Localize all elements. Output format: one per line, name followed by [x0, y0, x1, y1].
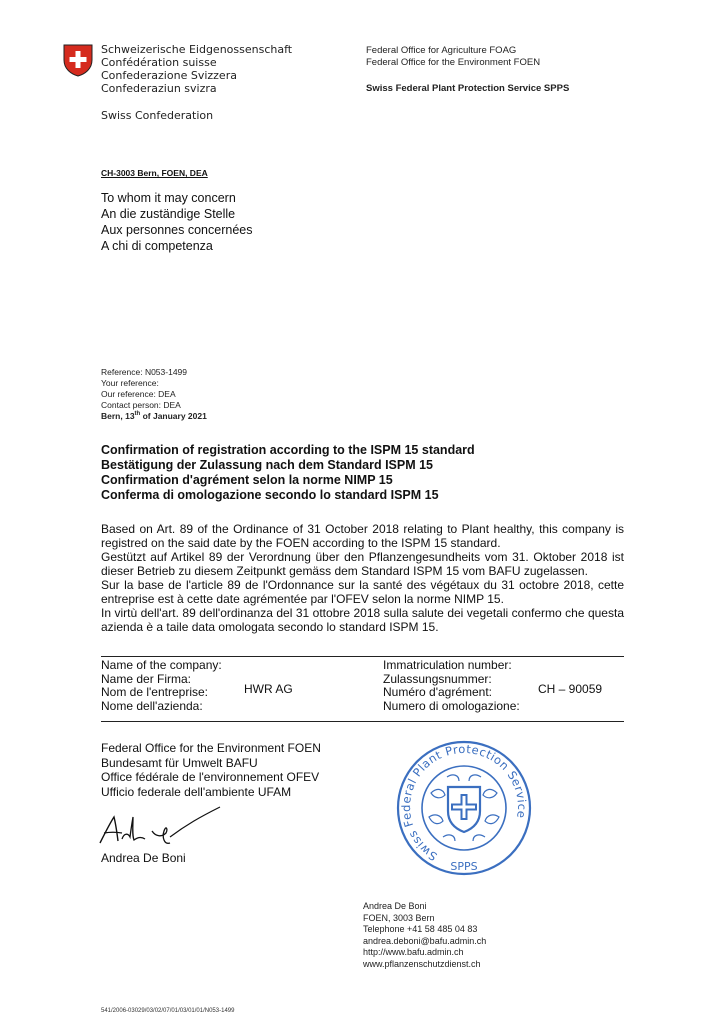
svg-text:Swiss Federal Plant Protection: Swiss Federal Plant Protection Service	[398, 741, 530, 864]
office-block	[101, 741, 321, 799]
recipient-it: A chi di competenza	[101, 239, 213, 253]
swiss-coat-of-arms	[63, 44, 93, 77]
letter-date: Bern, 13th of January 2021	[101, 411, 207, 421]
recipient-block	[101, 190, 252, 254]
registration-labels	[383, 659, 520, 713]
title-block	[101, 443, 475, 503]
office-de: Bundesamt für Umwelt BAFU	[101, 755, 258, 770]
recipient-fr: Aux personnes concernées	[101, 223, 253, 237]
reference-number: Reference: N053-1499	[101, 367, 188, 377]
office-foen: Federal Office for the Environment FOEN	[366, 57, 541, 68]
handwritten-signature	[96, 803, 226, 849]
registration-label-de: Zulassungsnummer:	[383, 671, 492, 686]
reference-block	[101, 367, 207, 422]
our-reference: Our reference: DEA	[101, 389, 176, 399]
svg-text:SPPS: SPPS	[450, 860, 478, 873]
contact-address: FOEN, 3003 Bern	[363, 912, 435, 923]
service-name: Swiss Federal Plant Protection Service SPPS	[366, 83, 570, 94]
your-reference: Your reference:	[101, 378, 159, 388]
company-labels	[101, 659, 222, 713]
company-label-fr: Nom de l'entreprise:	[101, 685, 209, 699]
table-top-rule	[101, 656, 624, 657]
office-fr: Office fédérale de l'environnement OFEV	[101, 770, 320, 784]
registration-number-value: CH – 90059	[538, 682, 603, 696]
registration-label-fr: Numéro d'agrément:	[383, 685, 493, 699]
document-code: 541/2006-03029/03/02/07/01/03/01/01/N053-1499	[101, 1008, 235, 1014]
title-it: Conferma di omologazione secondo lo standard ISPM 15	[101, 488, 439, 502]
recipient-de: An die zuständige Stelle	[101, 207, 236, 221]
office-en: Federal Office for the Environment FOEN	[101, 741, 321, 755]
body-text	[101, 522, 624, 634]
confed-english: Swiss Confederation	[101, 109, 214, 122]
title-en: Confirmation of registration according to the ISPM 15 standard	[101, 443, 475, 457]
company-name-value: HWR AG	[244, 682, 293, 696]
confed-line-rm: Confederaziun svizra	[101, 82, 217, 95]
swiss-shield-icon	[63, 44, 93, 77]
office-names	[366, 45, 540, 69]
contact-telephone: Telephone +41 58 485 04 83	[363, 924, 478, 934]
paragraph-de: Gestützt auf Artikel 89 der Verordnung über den Pflanzengesundheits vom 31. Oktober 2018 ist dieser Betrieb zu diesem Zeitpunkt gemäss dem Standard ISPM 15 vom BAFU zugelassen.	[101, 550, 624, 578]
office-it: Ufficio federale dell'ambiente UFAM	[101, 784, 292, 799]
title-de: Bestätigung der Zulassung nach dem Standard ISPM 15	[101, 458, 434, 472]
paragraph-en: Based on Art. 89 of the Ordinance of 31 October 2018 relating to Plant healthy, this company is registred on the said date by the FOEN according to the ISPM 15 standard.	[101, 522, 624, 550]
stamp-seal-icon	[393, 737, 535, 887]
paragraph-fr: Sur la base de l'article 89 de l'Ordonnance sur la santé des végétaux du 31 octobre 2018, cette entreprise est à cette date agrémentée par l'OFEV selon la norme NIMP 15.	[101, 578, 624, 606]
registration-label-it: Numero di omologazione:	[383, 698, 520, 713]
contact-person: Contact person: DEA	[101, 400, 181, 410]
table-bottom-rule	[101, 721, 624, 722]
sender-line: CH-3003 Bern, FOEN, DEA	[101, 168, 208, 178]
registration-label-en: Immatriculation number:	[383, 658, 512, 672]
recipient-en: To whom it may concern	[101, 191, 236, 205]
contact-email[interactable]: andrea.deboni@bafu.admin.ch	[363, 935, 487, 946]
office-foag: Federal Office for Agriculture FOAG	[366, 45, 517, 56]
confed-line-it: Confederazione Svizzera	[101, 69, 237, 82]
company-label-de: Name der Firma:	[101, 671, 192, 686]
confed-line-fr: Confédération suisse	[101, 56, 217, 69]
contact-website-pflanzenschutz[interactable]: www.pflanzenschutzdienst.ch	[363, 958, 481, 969]
company-label-it: Nome dell'azienda:	[101, 698, 203, 713]
contact-website-bafu[interactable]: http://www.bafu.admin.ch	[363, 947, 464, 957]
contact-block	[363, 901, 486, 970]
signatory-name: Andrea De Boni	[101, 851, 186, 865]
company-label-en: Name of the company:	[101, 658, 222, 672]
confed-line-de: Schweizerische Eidgenossenschaft	[101, 43, 293, 56]
paragraph-it: In virtù dell'art. 89 dell'ordinanza del 31 ottobre 2018 sulla salute dei vegetali confermo che questa azienda è a taile data omologata secondo lo standard ISPM 15.	[101, 606, 624, 634]
contact-name: Andrea De Boni	[363, 901, 427, 911]
title-fr: Confirmation d'agrément selon la norme NIMP 15	[101, 473, 393, 487]
confederation-names	[101, 43, 292, 95]
sps-stamp	[393, 737, 535, 887]
